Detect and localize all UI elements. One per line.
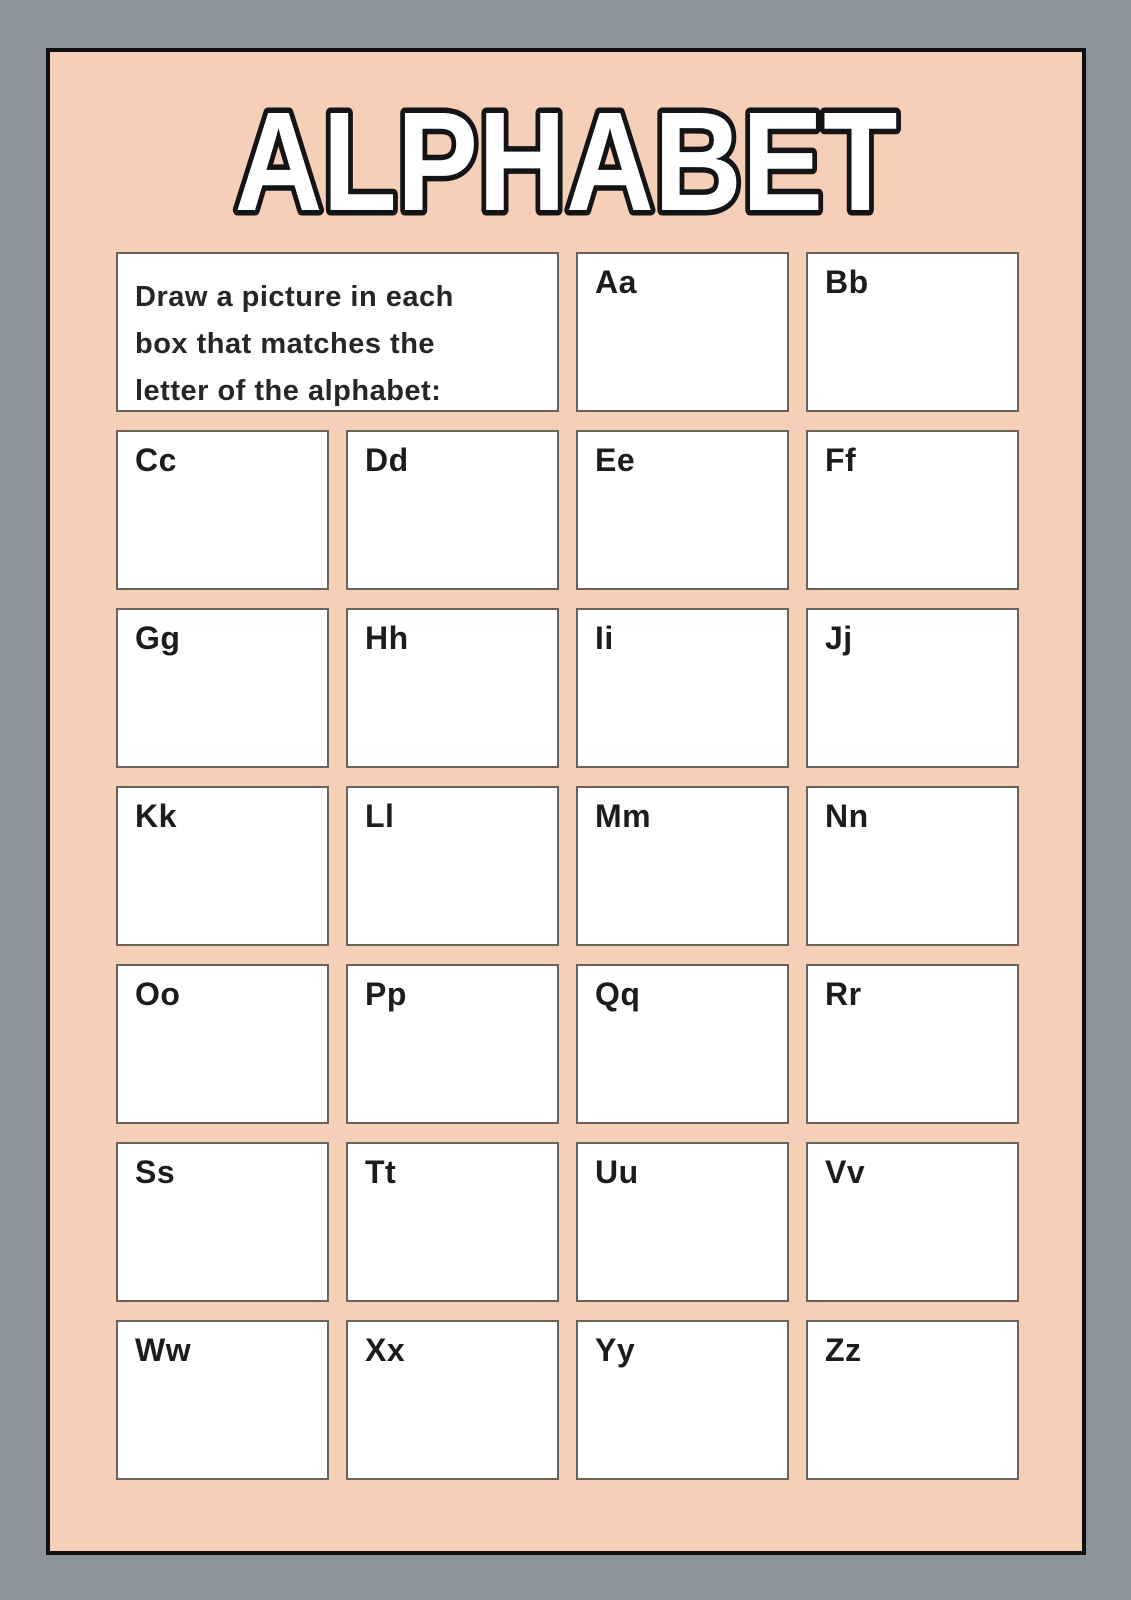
letter-box-uu (576, 1142, 789, 1302)
letter-box-gg (116, 608, 329, 768)
letter-box-ss (116, 1142, 329, 1302)
letter-box-cc (116, 430, 329, 590)
letter-box-xx (346, 1320, 559, 1480)
worksheet-page (46, 48, 1086, 1555)
letter-box-rr (806, 964, 1019, 1124)
letter-label-ww: Ww (135, 1332, 192, 1368)
letter-label-mm: Mm (595, 798, 652, 834)
letter-label-oo: Oo (135, 976, 181, 1012)
letter-label-kk: Kk (135, 798, 177, 834)
letter-box-aa (576, 252, 789, 412)
letter-label-gg: Gg (135, 620, 181, 656)
letter-label-ee: Ee (595, 442, 636, 478)
instruction-line-1: Draw a picture in each (135, 281, 454, 313)
letter-label-zz: Zz (825, 1332, 862, 1368)
letter-box-yy (576, 1320, 789, 1480)
letter-box-hh (346, 608, 559, 768)
letter-box-bb (806, 252, 1019, 412)
letter-box-ii (576, 608, 789, 768)
worksheet-grid (116, 252, 1019, 1480)
letter-label-dd: Dd (365, 442, 409, 478)
letter-label-tt: Tt (365, 1154, 397, 1190)
instruction-box (116, 252, 559, 412)
letter-label-hh: Hh (365, 620, 409, 656)
letter-label-ii: Ii (595, 620, 614, 656)
letter-label-aa: Aa (595, 264, 637, 300)
letter-box-jj (806, 608, 1019, 768)
letter-box-ww (116, 1320, 329, 1480)
letter-box-ee (576, 430, 789, 590)
page-title-art (50, 52, 1082, 224)
letter-box-dd (346, 430, 559, 590)
letter-label-bb: Bb (825, 264, 869, 300)
letter-box-vv (806, 1142, 1019, 1302)
letter-label-qq: Qq (595, 976, 641, 1012)
letter-label-cc: Cc (135, 442, 177, 478)
letter-label-uu: Uu (595, 1154, 639, 1190)
letter-label-rr: Rr (825, 976, 862, 1012)
letter-box-zz (806, 1320, 1019, 1480)
letter-box-mm (576, 786, 789, 946)
letter-label-pp: Pp (365, 976, 407, 1012)
letter-label-vv: Vv (825, 1154, 866, 1190)
letter-box-ll (346, 786, 559, 946)
letter-label-ll: Ll (365, 798, 395, 834)
letter-box-nn (806, 786, 1019, 946)
letter-label-jj: Jj (825, 620, 853, 656)
letter-box-ff (806, 430, 1019, 590)
letter-box-tt (346, 1142, 559, 1302)
letter-box-pp (346, 964, 559, 1124)
letter-label-nn: Nn (825, 798, 869, 834)
letter-box-oo (116, 964, 329, 1124)
letter-box-qq (576, 964, 789, 1124)
page-title: ALPHABET (234, 82, 898, 224)
letter-label-yy: Yy (595, 1332, 636, 1368)
instruction-line-3: letter of the alphabet: (135, 375, 442, 407)
instruction-line-2: box that matches the (135, 328, 436, 360)
letter-box-kk (116, 786, 329, 946)
letter-label-ff: Ff (825, 442, 857, 478)
letter-label-xx: Xx (365, 1332, 406, 1368)
letter-label-ss: Ss (135, 1154, 176, 1190)
